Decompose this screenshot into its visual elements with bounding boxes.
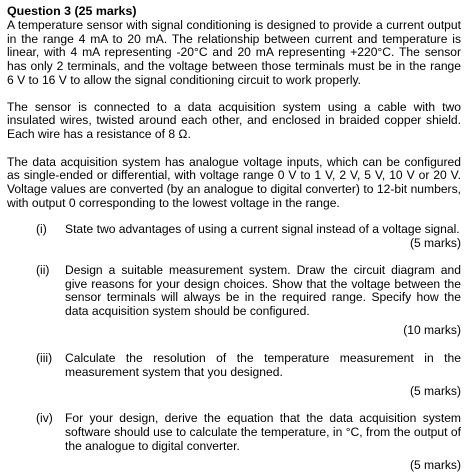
sub-question-number: (iii): [36, 351, 53, 366]
sub-question-text: State two advantages of using a current signal instead of a voltage signal.: [65, 222, 460, 237]
sub-question-i: [7, 223, 461, 250]
sub-question-marks: (10 marks): [403, 322, 461, 337]
sub-question-iv: [7, 412, 461, 472]
sub-question-text: Design a suitable measurement system. Draw the circuit diagram and give reasons for your design choices. Show that the voltage between the sensor terminals will always be in the required range. Specify how the data acquisition system should be configured.: [65, 262, 461, 318]
sub-question-number: (iv): [36, 411, 53, 426]
sub-question-number: (ii): [36, 262, 50, 277]
sub-question-marks: (5 marks): [409, 236, 461, 251]
paragraph-sensor-description: A temperature sensor with signal conditioning is designed to provide a current output in the range 4 mA to 20 mA. The relationship between current and temperature is linear, with 4 mA representing -20°C and 20 mA representing +220°C. The sensor has only 2 terminals, and the voltage between those terminals must be in the range 6 V to 16 V to allow the signal conditioning circuit to work properly.: [7, 18, 461, 87]
question-title: Question 3 (25 marks): [7, 4, 137, 18]
sub-question-text: Calculate the resolution of the temperature measurement in the measurement system that you designed.: [65, 351, 461, 380]
sub-question-marks: (5 marks): [409, 383, 461, 398]
question-page: [7, 4, 461, 472]
sub-question-iii: [7, 352, 461, 398]
sub-question-number: (i): [36, 222, 47, 237]
sub-question-text: For your design, derive the equation that the data acquisition system software should use to calculate the temperature, in °C, from the output of the analogue to digital converter.: [65, 411, 461, 453]
paragraph-cable-description: The sensor is connected to a data acquisition system using a cable with two insulated wires, twisted around each other, and enclosed in braided copper shield. Each wire has a resistance of 8 Ω.: [7, 99, 461, 141]
paragraph-daq-description: The data acquisition system has analogue voltage inputs, which can be configured as single-ended or differential, with voltage range 0 V to 1 V, 2 V, 5 V, 10 V or 20 V. Voltage values are converted (by an analogue to digital converter) to 12-bit numbers, with output 0 corresponding to the lowest voltage in the range.: [7, 154, 461, 210]
sub-question-ii: [7, 264, 461, 338]
sub-question-marks: (5 marks): [409, 457, 461, 472]
